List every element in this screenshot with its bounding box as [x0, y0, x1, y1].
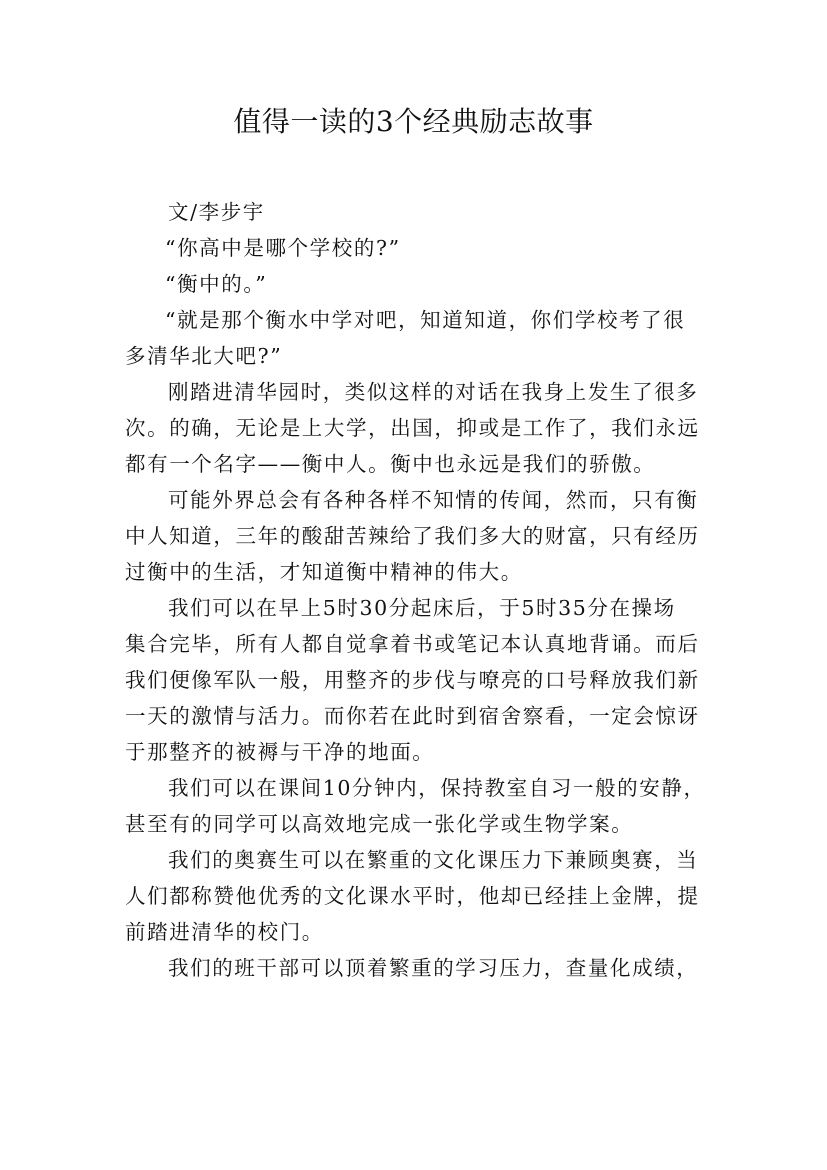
paragraph-line: 人们都称赞他优秀的文化课水平时，他却已经挂上金牌，提	[125, 884, 700, 908]
dialogue-line: “你高中是哪个学校的?”	[165, 236, 401, 260]
paragraph-line: 甚至有的同学可以高效地完成一张化学或生物学案。	[125, 812, 634, 836]
paragraph-line: 前踏进清华的校门。	[125, 920, 324, 944]
paragraph-line: 都有一个名字——衡中人。衡中也永远是我们的骄傲。	[125, 452, 656, 476]
paragraph-line: 我们的奥赛生可以在繁重的文化课压力下兼顾奥赛，当	[168, 848, 699, 872]
paragraph-line: 一天的激情与活力。而你若在此时到宿舍察看，一定会惊讶	[125, 704, 700, 728]
paragraph-line: 我们可以在早上5时30分起床后，于5时35分在操场	[168, 596, 676, 620]
paragraph-line: 可能外界总会有各种各样不知情的传闻，然而，只有衡	[168, 488, 699, 512]
paragraph-line: 集合完毕，所有人都自觉拿着书或笔记本认真地背诵。而后	[125, 632, 700, 656]
paragraph-line: 次。的确，无论是上大学，出国，抑或是工作了，我们永远	[125, 416, 700, 440]
document-title: 值得一读的3个经典励志故事	[233, 105, 594, 138]
paragraph-line: 我们的班干部可以顶着繁重的学习压力，查量化成绩，	[168, 956, 699, 980]
dialogue-line: “衡中的。”	[165, 272, 268, 296]
paragraph-line: 刚踏进清华园时，类似这样的对话在我身上发生了很多	[168, 380, 699, 404]
paragraph-line: 中人知道，三年的酸甜苦辣给了我们多大的财富，只有经历	[125, 524, 700, 548]
document-body	[125, 194, 705, 986]
dialogue-line: 多清华北大吧?”	[125, 344, 283, 368]
paragraph-line: 我们便像军队一般，用整齐的步伐与嘹亮的口号释放我们新	[125, 668, 700, 692]
author-line: 文/李步宇	[168, 200, 265, 224]
dialogue-line: “就是那个衡水中学对吧，知道知道，你们学校考了很	[165, 308, 686, 332]
paragraph-line: 过衡中的生活，才知道衡中精神的伟大。	[125, 560, 523, 584]
paragraph-line: 我们可以在课间10分钟内，保持教室自习一般的安静，	[168, 776, 706, 800]
paragraph-line: 于那整齐的被褥与干净的地面。	[125, 740, 435, 764]
